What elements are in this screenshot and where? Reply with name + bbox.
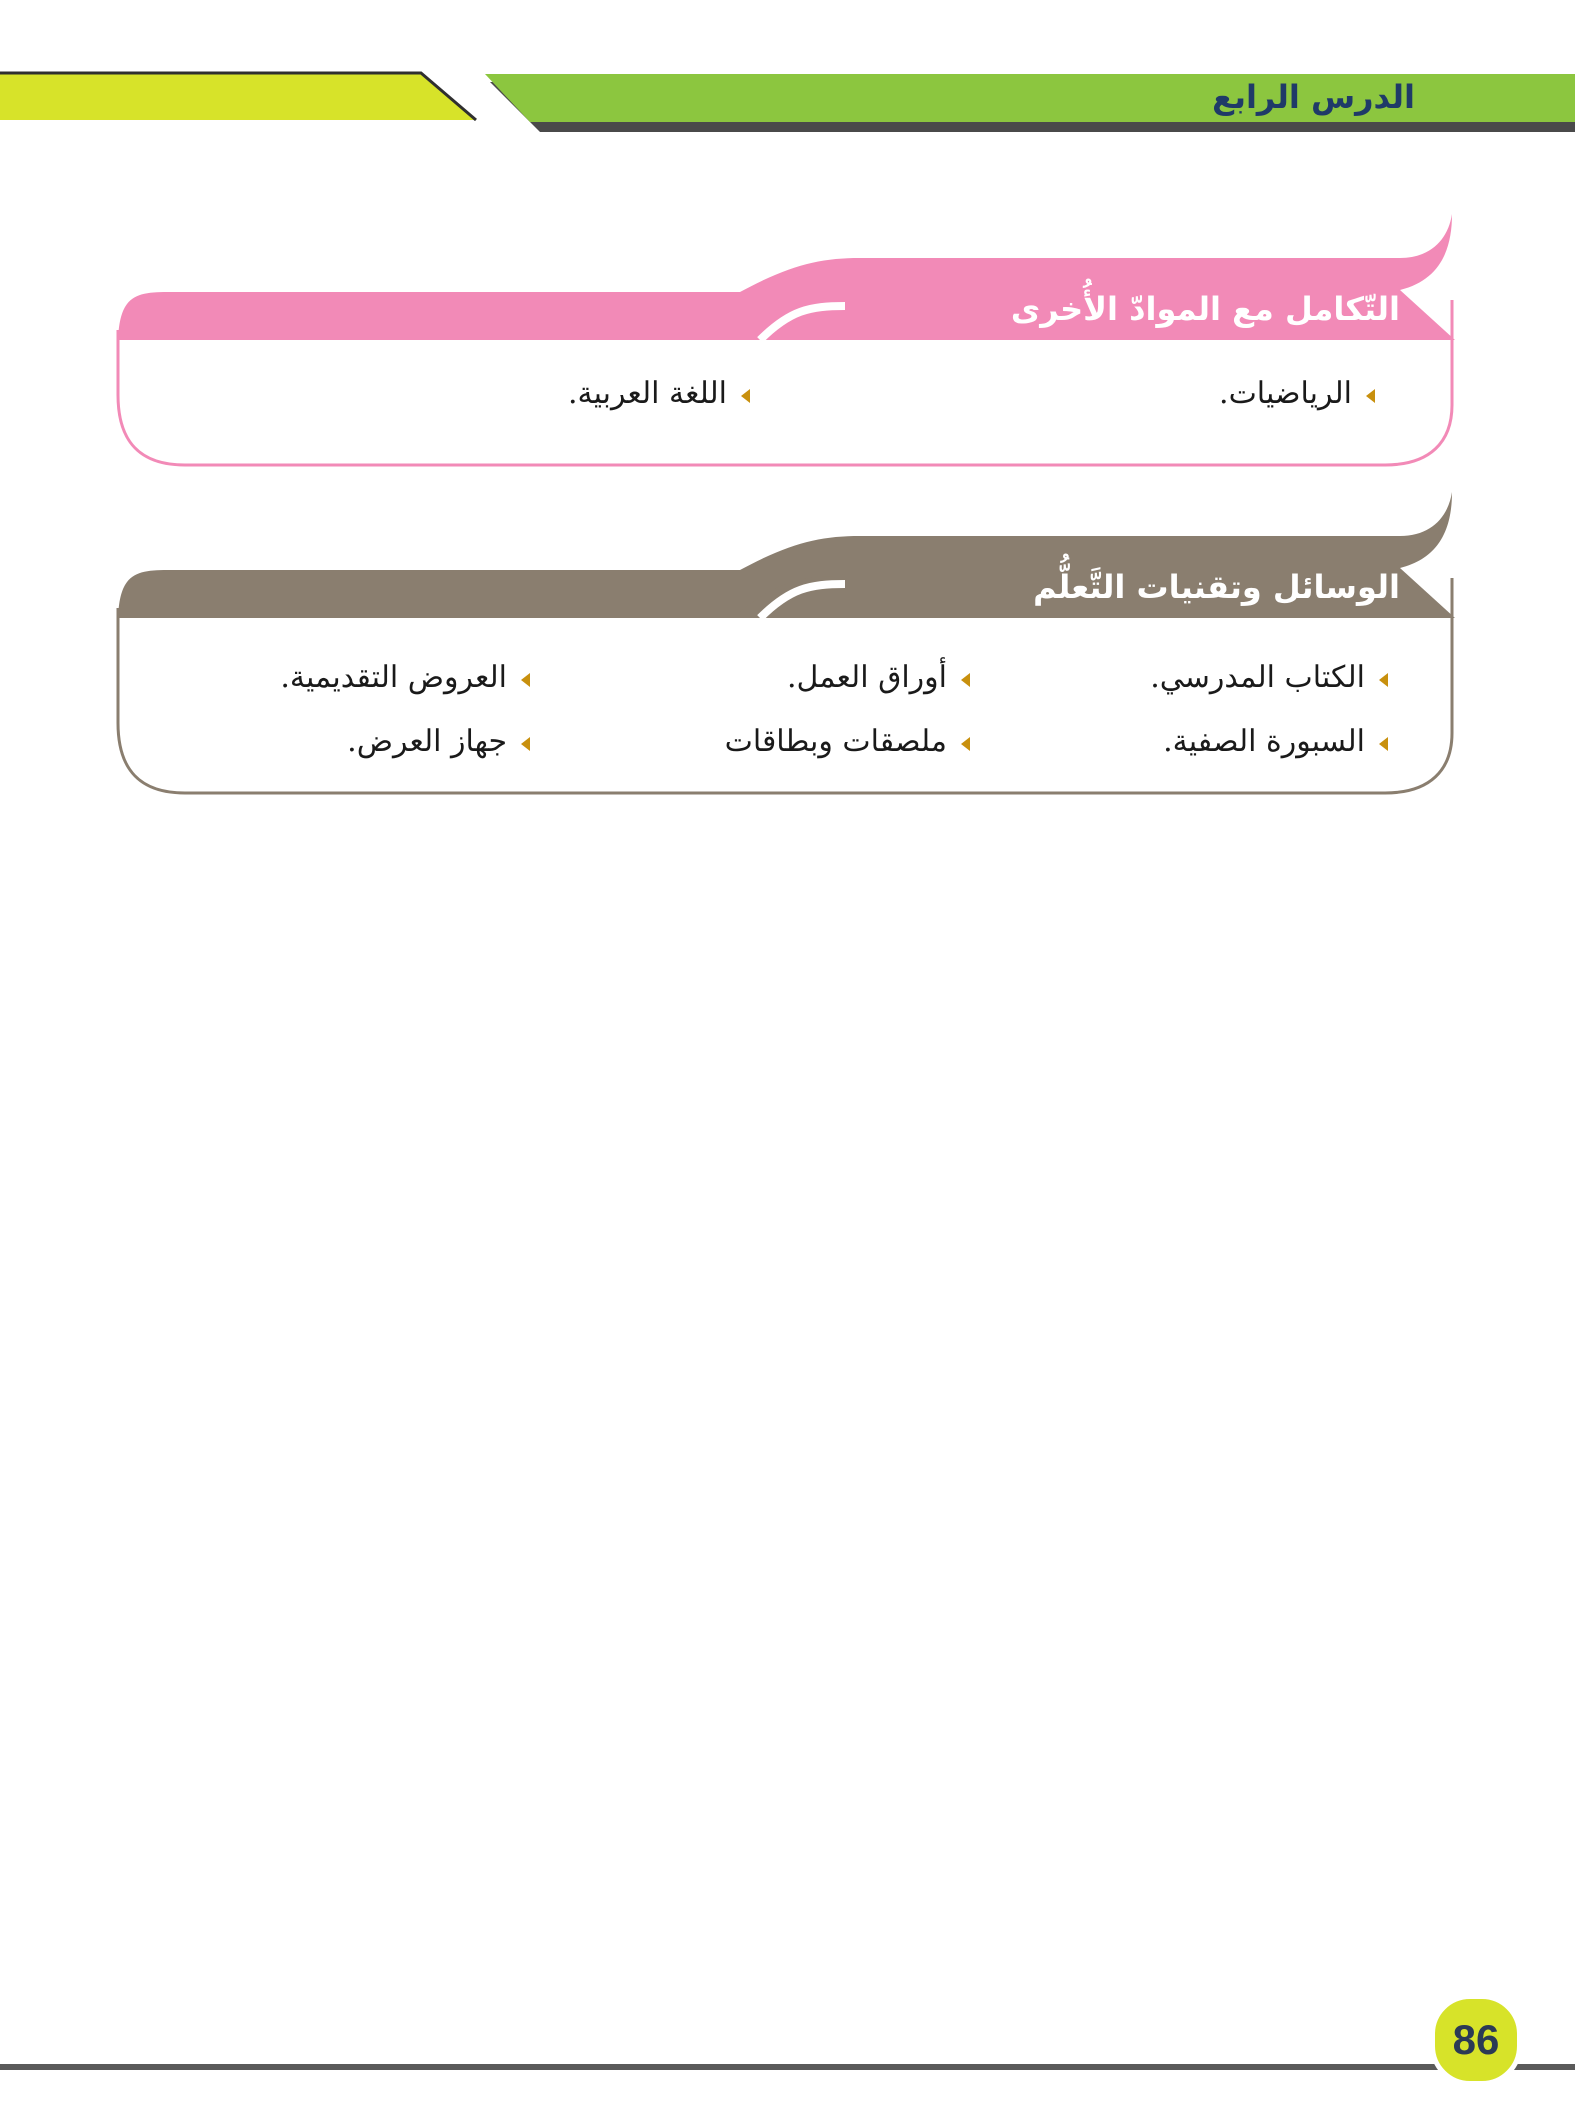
list-item: الرياضيات.	[1219, 376, 1375, 411]
bullet-icon	[521, 673, 530, 687]
section-tools-frame	[0, 488, 1575, 808]
list-item: العروض التقديمية.	[280, 660, 530, 695]
list-item: ملصقات وبطاقات	[725, 724, 970, 759]
list-item: الكتاب المدرسي.	[1150, 660, 1388, 695]
footer-line	[0, 2064, 1575, 2070]
section-integration-title: التّكامل مع الموادّ الأُخرى	[1010, 290, 1400, 328]
section-integration-frame	[0, 210, 1575, 470]
bullet-icon	[961, 673, 970, 687]
bullet-icon	[961, 737, 970, 751]
lesson-title: الدرس الرابع	[1212, 78, 1415, 116]
list-item: أوراق العمل.	[787, 660, 970, 695]
list-item: جهاز العرض.	[347, 724, 530, 759]
section-tools-title: الوسائل وتقنيات التَّعلُّم	[1033, 568, 1400, 606]
list-item: السبورة الصفية.	[1163, 724, 1388, 759]
bullet-icon	[741, 389, 750, 403]
page-number-badge	[1430, 1994, 1522, 2086]
bullet-icon	[521, 737, 530, 751]
page-number: 86	[1452, 2016, 1500, 2063]
bullet-icon	[1366, 389, 1375, 403]
list-item: اللغة العربية.	[568, 376, 750, 411]
header-lime-bar	[0, 74, 475, 120]
bullet-icon	[1379, 673, 1388, 687]
bullet-icon	[1379, 737, 1388, 751]
